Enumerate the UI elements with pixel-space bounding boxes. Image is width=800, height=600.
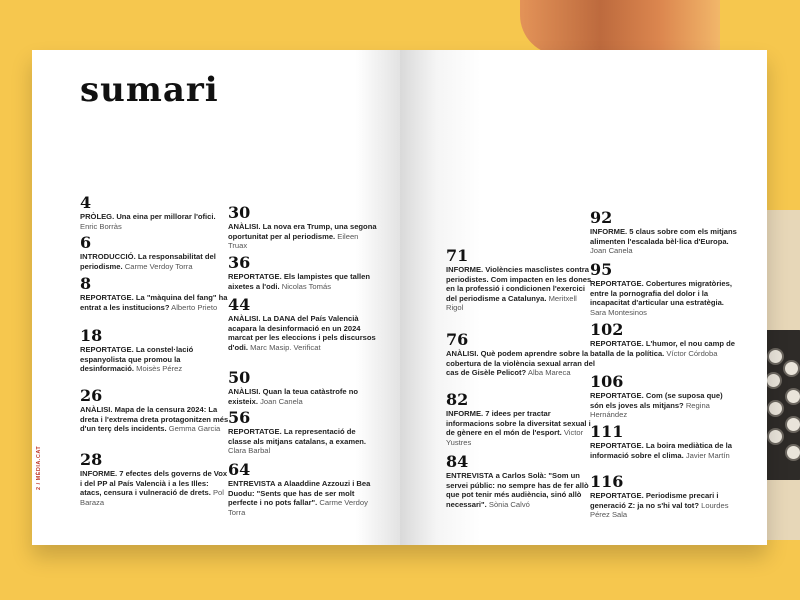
entry-author: Javier Martín — [685, 450, 730, 460]
entry-description: INTRODUCCIÓ. La responsabilitat del periodisme. Carme Verdoy Torra — [80, 252, 216, 271]
toc-entry[interactable] — [590, 374, 738, 420]
entry-description: REPORTATGE. Cobertures migratòries, entre la pornografia del dolor i la incapacitat d'articular una estratègia. Sara Montesinos — [590, 279, 732, 317]
page-number: 6 — [80, 233, 92, 252]
entry-description: ANÀLISI. Què podem aprendre sobre la cobertura de la violència sexual arran del cas de Gisèle Pelicot? Alba Mareca — [446, 349, 595, 378]
toc-entry[interactable] — [80, 235, 230, 271]
entry-description: ANÀLISI. La DANA del País Valencià acapara la desinformació en un 2024 marcat per les eleccions i pels discursos d'odi. Marc Masip. Verificat — [228, 314, 376, 352]
page-number: 64 — [228, 460, 251, 479]
entry-description: REPORTATGE. L'humor, el nou camp de batalla de la política. Víctor Córdoba — [590, 339, 736, 358]
toc-entry[interactable] — [228, 462, 378, 517]
entry-description: REPORTATGE. Els lampistes que tallen aixetes a l'odi. Nicolas Tomás — [228, 272, 370, 291]
page-number: 116 — [590, 472, 624, 491]
entry-description: REPORTATGE. La constel·lació espanyolista que promou la desinformació. Moisès Pérez — [80, 345, 194, 374]
page-number: 102 — [590, 320, 624, 339]
right-page — [400, 50, 767, 545]
entry-author: Alberto Prieto — [171, 302, 218, 312]
background-artwork-top — [520, 0, 720, 55]
toc-entry[interactable] — [446, 392, 596, 447]
entry-author: Joan Canela — [260, 396, 303, 406]
entry-author: Alba Mareca — [527, 368, 571, 378]
entry-description: ANÀLISI. La nova era Trump, una segona oportunitat per al periodisme. Eileen Truax — [228, 222, 377, 251]
page-number: 30 — [228, 203, 251, 222]
entry-author: Carme Verdoy Torra — [228, 498, 368, 517]
toc-entry[interactable] — [80, 388, 230, 434]
entry-description: ANÀLISI. Quan la teua catàstrofe no existeix. Joan Canela — [228, 387, 358, 406]
entry-description: ENTREVISTA a Carlos Solà: "Som un servei públic: no sempre has de fer allò que pot tenir més audiència, sinó allò necessari". Sònia Calvó — [446, 471, 589, 509]
toc-entry[interactable] — [80, 195, 230, 231]
page-number: 8 — [80, 274, 92, 293]
entry-author: Víctor Córdoba — [666, 348, 718, 358]
toc-entry[interactable] — [80, 276, 230, 312]
entry-author: Pol Baraza — [80, 488, 224, 507]
left-page — [32, 50, 400, 545]
page-number: 18 — [80, 326, 103, 345]
page-number: 4 — [80, 193, 92, 212]
toc-entry[interactable] — [590, 210, 738, 256]
page-number: 111 — [590, 422, 624, 441]
toc-entry[interactable] — [590, 474, 738, 520]
toc-entry[interactable] — [228, 410, 378, 456]
toc-entry[interactable] — [446, 248, 596, 313]
toc-entry[interactable] — [80, 452, 230, 507]
page-number: 84 — [446, 452, 469, 471]
entry-description: REPORTATGE. Com (se suposa que) són els joves als mitjans? Regina Hernández — [590, 391, 723, 420]
entry-author: Nicolas Tomás — [281, 281, 331, 291]
page-number: 92 — [590, 208, 613, 227]
page-number: 106 — [590, 372, 624, 391]
page-title: sumari — [80, 70, 219, 110]
entry-description: INFORME. 7 idees per tractar informacions sobre la diversitat sexual i de gènere en el món de l'esport. Victor Yustres — [446, 409, 591, 447]
entry-author: Enric Borràs — [80, 221, 122, 231]
entry-author: Eileen Truax — [228, 231, 359, 251]
page-number: 50 — [228, 368, 251, 387]
toc-entry[interactable] — [590, 424, 738, 460]
entry-description: REPORTATGE. La "màquina del fang" ha entrat a les institucions? Alberto Prieto — [80, 293, 228, 312]
toc-entry[interactable] — [590, 262, 738, 317]
entry-author: Gemma Garcia — [168, 424, 221, 434]
entry-description: INFORME. Violències masclistes contra periodistes. Com impacten en les dones en la professió i condicionen l'exercici del periodisme a Catalunya. Meritxell Rigol — [446, 265, 592, 313]
toc-entry[interactable] — [446, 332, 596, 378]
entry-author: Victor Yustres — [446, 428, 584, 447]
toc-entry[interactable] — [228, 297, 378, 352]
magazine-spread — [32, 50, 767, 545]
page-number: 44 — [228, 295, 251, 314]
entry-author: Meritxell Rigol — [446, 293, 577, 313]
entry-author: Marc Masip. Verificat — [250, 342, 321, 352]
page-number: 36 — [228, 253, 251, 272]
entry-description: INFORME. 7 efectes dels governs de Vox i del PP al País Valencià i a les Illes: atacs, censura i vulneració de drets. Pol Baraza — [80, 469, 228, 507]
entry-description: REPORTATGE. La boira mediàtica de la informació sobre el clima. Javier Martín — [590, 441, 732, 460]
entry-author: Carme Verdoy Torra — [124, 261, 193, 271]
entry-author: Lourdes Pérez Sala — [590, 500, 729, 520]
page-number: 71 — [446, 246, 469, 265]
entry-author: Sara Montesinos — [590, 307, 647, 317]
entry-author: Regina Hernández — [590, 400, 710, 420]
page-number: 76 — [446, 330, 469, 349]
entry-author: Joan Canela — [590, 246, 633, 256]
page-number: 26 — [80, 386, 103, 405]
entry-description: ANÀLISI. Mapa de la censura 2024: La dreta i l'extrema dreta protagonitzen més d'un terç dels incidents. Gemma Garcia — [80, 405, 229, 434]
entry-description: REPORTATGE. Periodisme precari i generació Z: ja no s'hi val tot? Lourdes Pérez Sala — [590, 491, 729, 520]
entry-description: INFORME. 5 claus sobre com els mitjans alimenten l'escalada bèl·lica d'Europa. Joan Canela — [590, 227, 737, 256]
entry-description: REPORTATGE. La representació de classe als mitjans catalans, a examen. Clara Barbal — [228, 427, 367, 456]
page-number: 56 — [228, 408, 251, 427]
toc-entry[interactable] — [228, 370, 378, 406]
entry-description: PRÒLEG. Una eina per millorar l'ofici. Enric Borràs — [80, 212, 216, 231]
toc-entry[interactable] — [446, 454, 596, 509]
toc-entry[interactable] — [228, 205, 378, 251]
toc-entry[interactable] — [590, 322, 738, 358]
page-number: 82 — [446, 390, 469, 409]
entry-author: Sònia Calvó — [488, 499, 530, 509]
page-number: 95 — [590, 260, 613, 279]
entry-description: ENTREVISTA a Alaaddine Azzouzi i Bea Duodu: "Sents que has de ser molt perfecte i no pots fallar". Carme Verdoy Torra — [228, 479, 371, 517]
toc-entry[interactable] — [228, 255, 378, 291]
entry-author: Clara Barbal — [228, 446, 271, 456]
page-folio: 2 / MÈDIA.CAT — [36, 445, 42, 490]
page-number: 28 — [80, 450, 103, 469]
entry-author: Moisès Pérez — [136, 364, 183, 374]
toc-entry[interactable] — [80, 328, 230, 374]
